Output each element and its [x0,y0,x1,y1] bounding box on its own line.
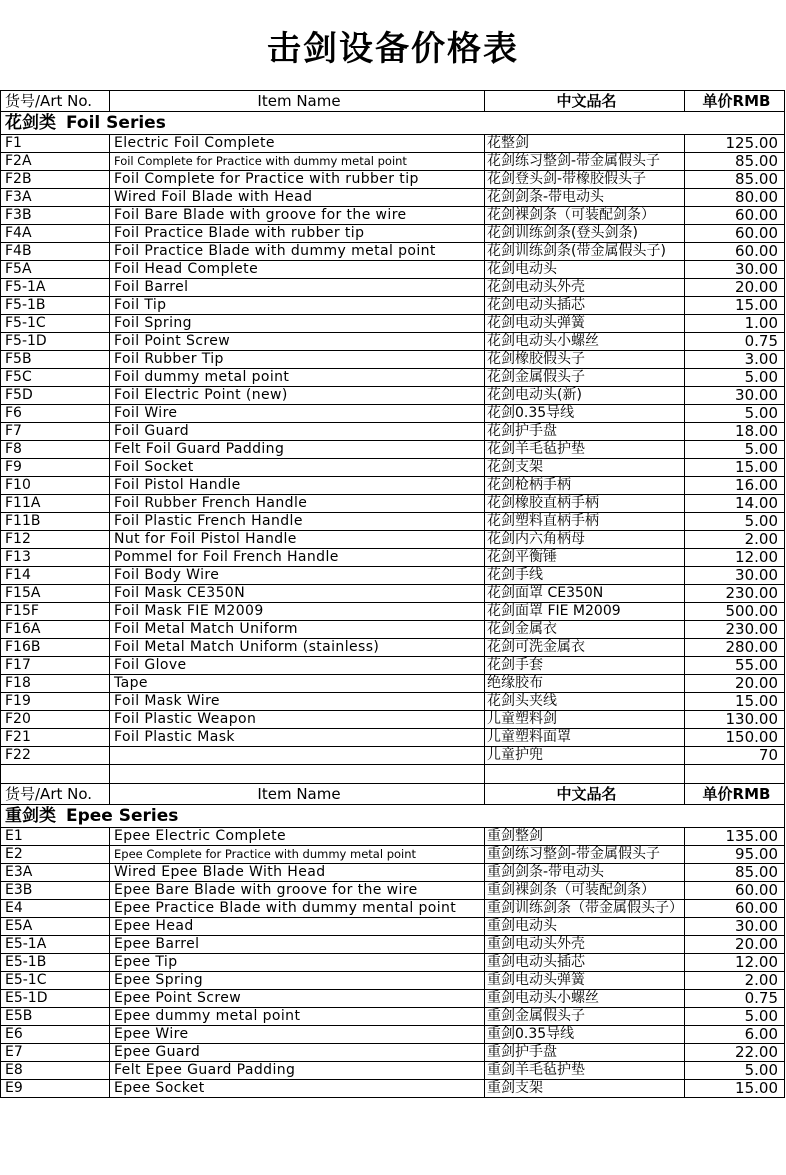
item-name: Epee Tip [110,954,485,972]
item-price: 30.00 [685,387,785,405]
item-code: F7 [1,423,110,441]
item-chinese-name: 花剑金属假头子 [485,369,685,387]
table-row [1,513,785,531]
table-row [1,531,785,549]
table-row [1,135,785,153]
item-price: 5.00 [685,513,785,531]
item-chinese-name: 重剑电动头弹簧 [485,972,685,990]
item-code: E5B [1,1008,110,1026]
item-name: Wired Foil Blade with Head [110,189,485,207]
item-code: F15F [1,603,110,621]
header-price: 单价RMB [685,784,785,805]
section-title-en: Foil Series [66,113,166,133]
item-price: 95.00 [685,846,785,864]
item-chinese-name: 花剑电动头小螺丝 [485,333,685,351]
item-price: 130.00 [685,711,785,729]
item-code: F15A [1,585,110,603]
item-price: 125.00 [685,135,785,153]
item-price: 20.00 [685,279,785,297]
item-price: 85.00 [685,864,785,882]
item-price: 30.00 [685,567,785,585]
item-name: Foil Pistol Handle [110,477,485,495]
item-code: E5A [1,918,110,936]
item-chinese-name: 花剑支架 [485,459,685,477]
table-row [1,603,785,621]
item-code: F5C [1,369,110,387]
item-price: 15.00 [685,297,785,315]
table-row [1,657,785,675]
section-title-row [1,112,785,135]
item-name: Foil Bare Blade with groove for the wire [110,207,485,225]
item-chinese-name: 花剑电动头外壳 [485,279,685,297]
table-row [1,1080,785,1098]
item-code: E5-1C [1,972,110,990]
table-row [1,621,785,639]
item-price: 5.00 [685,369,785,387]
item-price: 60.00 [685,900,785,918]
header-item-name: Item Name [110,784,485,805]
item-name: Tape [110,675,485,693]
item-code: F18 [1,675,110,693]
item-chinese-name: 绝缘胶布 [485,675,685,693]
item-code: F17 [1,657,110,675]
spacer-cell [110,765,485,784]
item-name: Foil Electric Point (new) [110,387,485,405]
item-name: Epee Barrel [110,936,485,954]
item-code: F2B [1,171,110,189]
spacer-cell [485,765,685,784]
item-chinese-name: 花剑电动头插芯 [485,297,685,315]
table-row [1,729,785,747]
column-header-row [1,91,785,112]
item-code: F5-1C [1,315,110,333]
item-price: 12.00 [685,549,785,567]
item-code: F3A [1,189,110,207]
item-code: F4B [1,243,110,261]
item-price: 500.00 [685,603,785,621]
item-price: 12.00 [685,954,785,972]
table-row [1,1062,785,1080]
item-price: 55.00 [685,657,785,675]
item-price: 2.00 [685,972,785,990]
table-row [1,567,785,585]
item-price: 150.00 [685,729,785,747]
item-chinese-name: 重剑训练剑条（带金属假头子） [485,900,685,918]
item-name: Foil Rubber Tip [110,351,485,369]
table-row [1,279,785,297]
item-name: Epee Guard [110,1044,485,1062]
item-price: 230.00 [685,585,785,603]
section-title [1,805,785,828]
item-chinese-name: 重剑0.35导线 [485,1026,685,1044]
section-title [1,112,785,135]
item-name: Foil Tip [110,297,485,315]
item-chinese-name: 重剑电动头小螺丝 [485,990,685,1008]
table-row [1,864,785,882]
item-chinese-name: 重剑电动头外壳 [485,936,685,954]
item-chinese-name: 花剑电动头弹簧 [485,315,685,333]
table-row [1,333,785,351]
table-row [1,585,785,603]
item-name: Foil Socket [110,459,485,477]
item-name: Pommel for Foil French Handle [110,549,485,567]
item-price: 60.00 [685,207,785,225]
item-code: F11B [1,513,110,531]
item-chinese-name: 花剑裸剑条（可装配剑条） [485,207,685,225]
header-item-name: Item Name [110,91,485,112]
item-name: Epee Head [110,918,485,936]
table-row [1,918,785,936]
item-chinese-name: 重剑羊毛毡护垫 [485,1062,685,1080]
item-code: F2A [1,153,110,171]
item-name: Felt Epee Guard Padding [110,1062,485,1080]
table-row [1,639,785,657]
item-code: F3B [1,207,110,225]
item-chinese-name: 花剑电动头 [485,261,685,279]
item-name: Epee Practice Blade with dummy mental point [110,900,485,918]
item-price: 135.00 [685,828,785,846]
item-price: 15.00 [685,693,785,711]
item-code: F14 [1,567,110,585]
item-name: Epee Point Screw [110,990,485,1008]
item-name: Electric Foil Complete [110,135,485,153]
table-row [1,405,785,423]
item-code: F10 [1,477,110,495]
table-row [1,900,785,918]
item-chinese-name: 重剑电动头插芯 [485,954,685,972]
item-price: 85.00 [685,171,785,189]
item-price: 14.00 [685,495,785,513]
item-chinese-name: 儿童护兜 [485,747,685,765]
item-code: F6 [1,405,110,423]
item-name: Foil Head Complete [110,261,485,279]
table-row [1,954,785,972]
table-row [1,459,785,477]
item-chinese-name: 花剑手线 [485,567,685,585]
item-name: Foil Metal Match Uniform [110,621,485,639]
item-price: 280.00 [685,639,785,657]
item-price: 60.00 [685,243,785,261]
item-price: 20.00 [685,936,785,954]
header-chinese-name: 中文品名 [485,784,685,805]
item-name: Foil Guard [110,423,485,441]
section-spacer [1,765,785,784]
item-price: 3.00 [685,351,785,369]
table-row [1,369,785,387]
item-name: Foil Wire [110,405,485,423]
table-row [1,711,785,729]
table-row [1,1026,785,1044]
table-row [1,1044,785,1062]
item-name: Foil Plastic French Handle [110,513,485,531]
item-chinese-name: 重剑整剑 [485,828,685,846]
item-code: E4 [1,900,110,918]
section-title-row [1,805,785,828]
item-name: Epee Electric Complete [110,828,485,846]
item-name: Foil Mask CE350N [110,585,485,603]
item-name: Epee Socket [110,1080,485,1098]
item-name: Foil Plastic Weapon [110,711,485,729]
item-name: Wired Epee Blade With Head [110,864,485,882]
item-price: 60.00 [685,882,785,900]
item-price: 30.00 [685,918,785,936]
item-code: E8 [1,1062,110,1080]
item-chinese-name: 儿童塑料剑 [485,711,685,729]
item-chinese-name: 花剑橡胶假头子 [485,351,685,369]
header-price: 单价RMB [685,91,785,112]
table-row [1,261,785,279]
item-name: Foil Body Wire [110,567,485,585]
item-price: 230.00 [685,621,785,639]
table-row [1,846,785,864]
item-name: Foil Plastic Mask [110,729,485,747]
item-code: F4A [1,225,110,243]
item-price: 0.75 [685,990,785,1008]
table-row [1,495,785,513]
item-price: 16.00 [685,477,785,495]
item-name: Epee dummy metal point [110,1008,485,1026]
item-code: E7 [1,1044,110,1062]
item-name: Felt Foil Guard Padding [110,441,485,459]
item-code: F5A [1,261,110,279]
table-row [1,972,785,990]
item-chinese-name: 花剑金属衣 [485,621,685,639]
item-name: Epee Complete for Practice with dummy metal point [110,846,485,864]
item-code: F16A [1,621,110,639]
table-row [1,297,785,315]
item-chinese-name: 花剑面罩 FIE M2009 [485,603,685,621]
item-price: 0.75 [685,333,785,351]
item-price: 5.00 [685,405,785,423]
table-row [1,936,785,954]
table-row [1,990,785,1008]
item-chinese-name: 花剑塑料直柄手柄 [485,513,685,531]
item-name: Epee Bare Blade with groove for the wire [110,882,485,900]
item-chinese-name: 花剑面罩 CE350N [485,585,685,603]
spacer-cell [685,765,785,784]
item-price: 5.00 [685,441,785,459]
item-price: 18.00 [685,423,785,441]
item-name: Epee Wire [110,1026,485,1044]
item-code: F1 [1,135,110,153]
page-title: 击剑设备价格表 [267,28,519,69]
item-chinese-name: 花剑头夹线 [485,693,685,711]
item-name: Foil Metal Match Uniform (stainless) [110,639,485,657]
item-name: Foil Glove [110,657,485,675]
item-chinese-name: 花剑内六角柄母 [485,531,685,549]
item-price: 5.00 [685,1008,785,1026]
spacer-cell [1,765,110,784]
price-table-body [1,91,785,1098]
table-row [1,828,785,846]
table-row [1,675,785,693]
item-price: 80.00 [685,189,785,207]
item-name: Foil Mask FIE M2009 [110,603,485,621]
item-price: 6.00 [685,1026,785,1044]
item-price: 30.00 [685,261,785,279]
item-chinese-name: 花整剑 [485,135,685,153]
item-price: 60.00 [685,225,785,243]
item-price: 20.00 [685,675,785,693]
table-row [1,387,785,405]
table-row [1,243,785,261]
table-row [1,315,785,333]
table-row [1,423,785,441]
item-code: F5D [1,387,110,405]
item-chinese-name: 重剑剑条-带电动头 [485,864,685,882]
table-row [1,153,785,171]
item-price: 85.00 [685,153,785,171]
table-row [1,549,785,567]
item-price: 5.00 [685,1062,785,1080]
table-row [1,171,785,189]
item-code: F11A [1,495,110,513]
item-price: 1.00 [685,315,785,333]
item-chinese-name: 花剑训练剑条(带金属假头子) [485,243,685,261]
item-chinese-name: 花剑羊毛毡护垫 [485,441,685,459]
item-name: Foil Point Screw [110,333,485,351]
table-row [1,1008,785,1026]
item-chinese-name: 重剑支架 [485,1080,685,1098]
item-chinese-name: 花剑练习整剑-带金属假头子 [485,153,685,171]
item-price: 15.00 [685,1080,785,1098]
item-code: F5-1A [1,279,110,297]
item-code: E5-1B [1,954,110,972]
item-chinese-name: 重剑电动头 [485,918,685,936]
item-code: F20 [1,711,110,729]
item-price: 15.00 [685,459,785,477]
table-row [1,882,785,900]
section-title-cn: 重剑类 [5,806,56,826]
item-code: F19 [1,693,110,711]
item-code: E5-1D [1,990,110,1008]
item-name: Nut for Foil Pistol Handle [110,531,485,549]
item-chinese-name: 重剑金属假头子 [485,1008,685,1026]
table-row [1,477,785,495]
item-name: Epee Spring [110,972,485,990]
item-name [110,747,485,765]
item-code: E3B [1,882,110,900]
item-name: Foil Practice Blade with rubber tip [110,225,485,243]
item-name: Foil Complete for Practice with rubber tip [110,171,485,189]
table-row [1,351,785,369]
item-code: F5-1D [1,333,110,351]
item-chinese-name: 花剑橡胶直柄手柄 [485,495,685,513]
item-code: F5-1B [1,297,110,315]
table-row [1,747,785,765]
item-chinese-name: 花剑0.35导线 [485,405,685,423]
item-chinese-name: 重剑裸剑条（可装配剑条） [485,882,685,900]
item-code: F9 [1,459,110,477]
item-code: F5B [1,351,110,369]
item-code: E1 [1,828,110,846]
table-row [1,225,785,243]
item-code: E2 [1,846,110,864]
item-chinese-name: 儿童塑料面罩 [485,729,685,747]
item-code: F8 [1,441,110,459]
item-chinese-name: 花剑手套 [485,657,685,675]
item-name: Foil Complete for Practice with dummy metal point [110,153,485,171]
item-code: E6 [1,1026,110,1044]
item-name: Foil Practice Blade with dummy metal point [110,243,485,261]
header-code: 货号/Art No. [1,91,110,112]
table-row [1,189,785,207]
item-code: F13 [1,549,110,567]
item-code: F21 [1,729,110,747]
header-code: 货号/Art No. [1,784,110,805]
item-chinese-name: 花剑可洗金属衣 [485,639,685,657]
item-chinese-name: 花剑护手盘 [485,423,685,441]
item-chinese-name: 花剑枪柄手柄 [485,477,685,495]
item-chinese-name: 重剑练习整剑-带金属假头子 [485,846,685,864]
column-header-row [1,784,785,805]
item-name: Foil Spring [110,315,485,333]
table-row [1,693,785,711]
item-code: F12 [1,531,110,549]
item-chinese-name: 花剑电动头(新) [485,387,685,405]
section-title-en: Epee Series [66,806,179,826]
price-table [0,90,785,1098]
item-chinese-name: 花剑剑条-带电动头 [485,189,685,207]
item-code: E9 [1,1080,110,1098]
section-title-cn: 花剑类 [5,113,56,133]
item-price: 70 [685,747,785,765]
header-chinese-name: 中文品名 [485,91,685,112]
item-name: Foil Mask Wire [110,693,485,711]
item-code: F22 [1,747,110,765]
item-code: E5-1A [1,936,110,954]
item-code: E3A [1,864,110,882]
item-chinese-name: 重剑护手盘 [485,1044,685,1062]
item-price: 2.00 [685,531,785,549]
item-name: Foil Rubber French Handle [110,495,485,513]
item-name: Foil dummy metal point [110,369,485,387]
item-name: Foil Barrel [110,279,485,297]
item-chinese-name: 花剑登头剑-带橡胶假头子 [485,171,685,189]
item-chinese-name: 花剑平衡锤 [485,549,685,567]
item-price: 22.00 [685,1044,785,1062]
table-row [1,207,785,225]
item-chinese-name: 花剑训练剑条(登头剑条) [485,225,685,243]
item-code: F16B [1,639,110,657]
table-row [1,441,785,459]
